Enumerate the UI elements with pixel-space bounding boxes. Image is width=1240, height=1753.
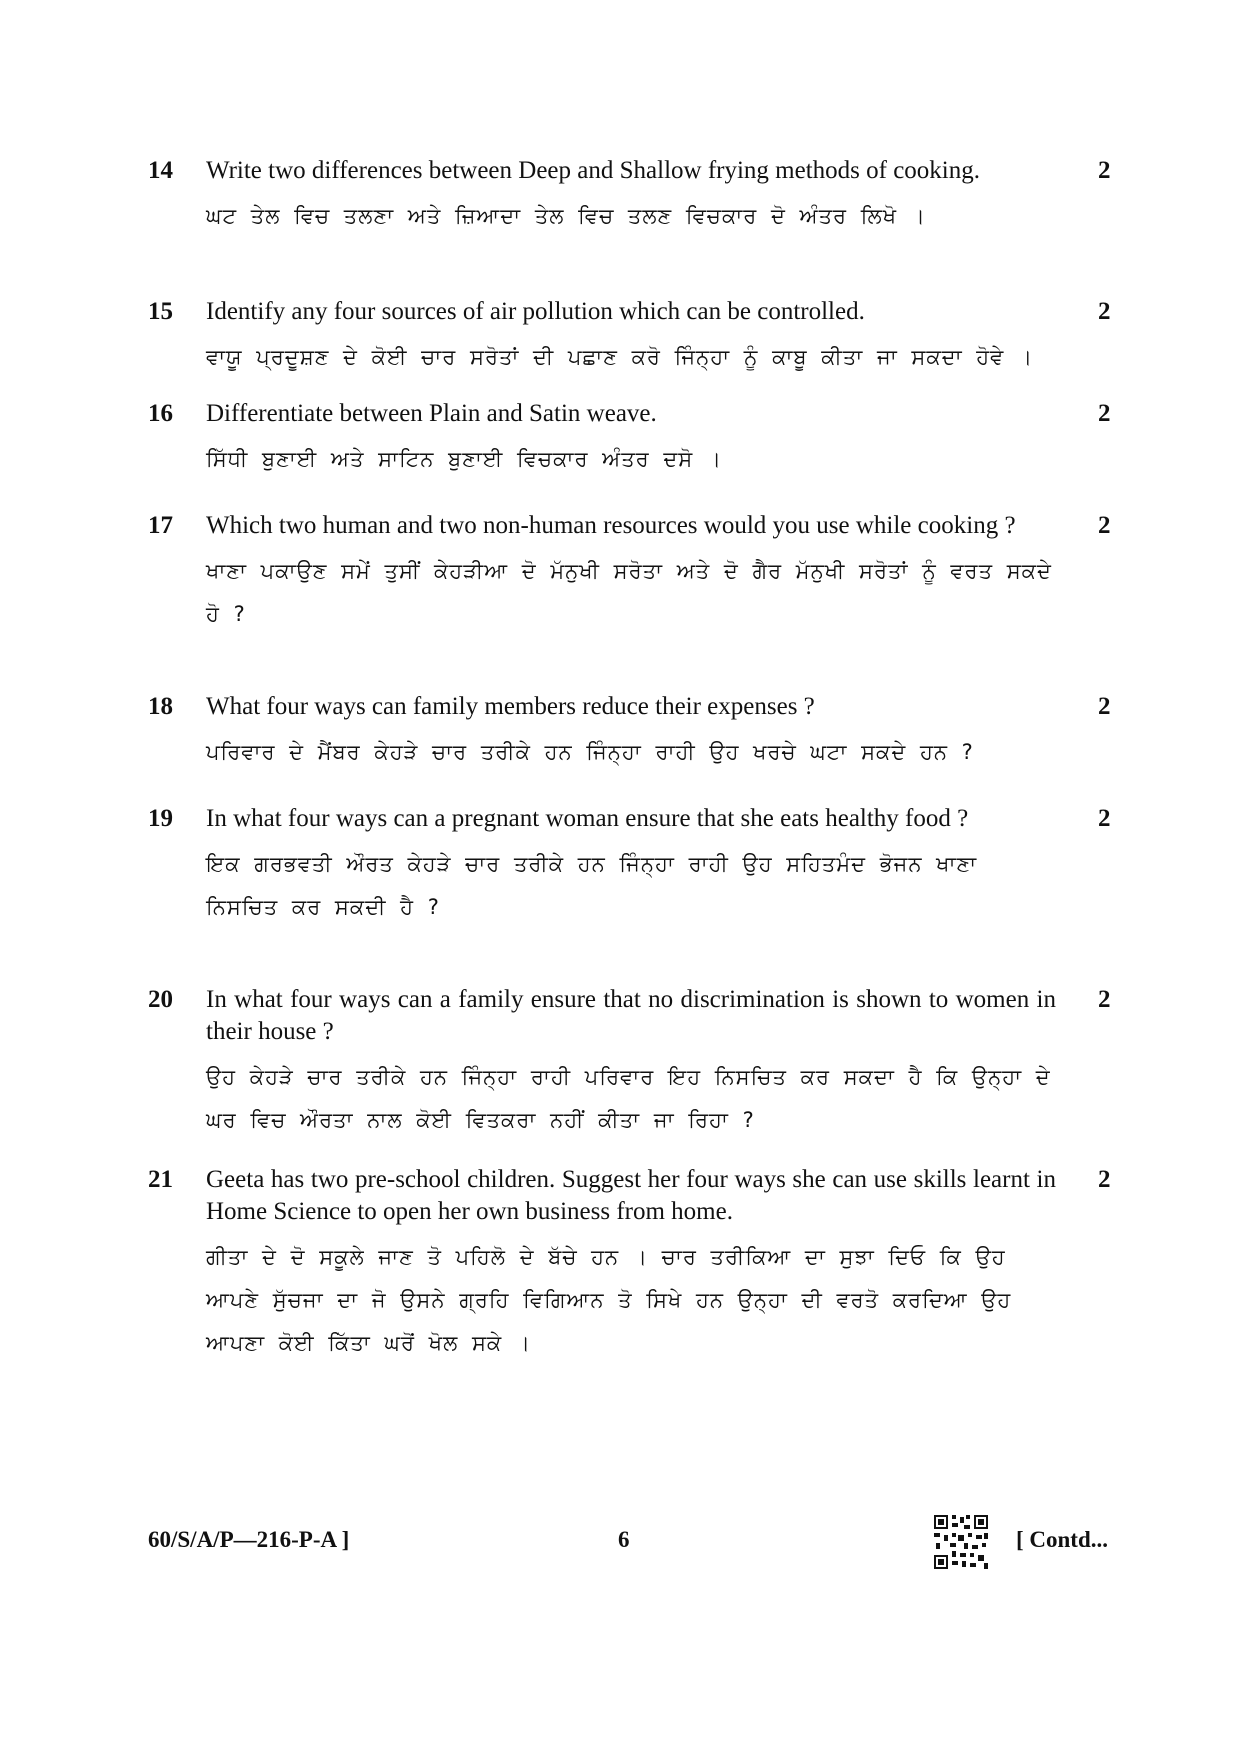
question-text-punjabi: ਇਕ ਗਰਭਵਤੀ ਔਰਤ ਕੇਹੜੇ ਚਾਰ ਤਰੀਕੇ ਹਨ ਜਿੰਨ੍ਹਾ ਰਾਹੀ ਉਹ ਸਹਿਤਮੰਦ ਭੋਜਨ ਖਾਣਾ ਨਿਸਚਿਤ ਕਰ ਸਕਦੀ ਹੈ ? <box>206 852 978 919</box>
question-marks: 2 <box>1098 157 1111 184</box>
question-marks: 2 <box>1098 986 1111 1013</box>
question-marks: 2 <box>1098 805 1111 832</box>
question-text-english: Differentiate between Plain and Satin weave. <box>206 400 657 427</box>
question-text-punjabi: ਵਾਯੂ ਪ੍ਰਦੂਸ਼ਣ ਦੇ ਕੋਈ ਚਾਰ ਸਰੋਤਾਂ ਦੀ ਪਛਾਣ ਕਰੋ ਜਿੰਨ੍ਹਾ ਨੂੰ ਕਾਬੂ ਕੀਤਾ ਜਾ ਸਕਦਾ ਹੋਵੇ । <box>206 345 1034 369</box>
question-text-punjabi: ਉਹ ਕੇਹੜੇ ਚਾਰ ਤਰੀਕੇ ਹਨ ਜਿੰਨ੍ਹਾ ਰਾਹੀ ਪਰਿਵਾਰ ਇਹ ਨਿਸਚਿਤ ਕਰ ਸਕਦਾ ਹੈ ਕਿ ਉਨ੍ਹਾ ਦੇ ਘਰ ਵਿਚ ਔਰਤਾ ਨਾਲ ਕੋਈ ਵਿਤਕਰਾ ਨਹੀਂ ਕੀਤਾ ਜਾ ਰਿਹਾ ? <box>206 1065 1051 1132</box>
question-text-punjabi: ਸਿੱਧੀ ਬੁਣਾਈ ਅਤੇ ਸਾਟਿਨ ਬੁਣਾਈ ਵਿਚਕਾਰ ਅੰਤਰ ਦਸੋ । <box>206 447 723 471</box>
question-body <box>206 984 1056 1142</box>
question-number: 19 <box>148 805 173 832</box>
question-body <box>206 803 1056 929</box>
page-footer <box>148 1525 1128 1585</box>
question-text-english: In what four ways can a family ensure that no discrimination is shown to women in their house ? <box>206 986 1056 1045</box>
question-marks: 2 <box>1098 400 1111 427</box>
question-number: 20 <box>148 986 173 1013</box>
question-body <box>206 155 1056 238</box>
question-number: 15 <box>148 298 173 325</box>
question-text-punjabi: ਘਟ ਤੇਲ ਵਿਚ ਤਲਣਾ ਅਤੇ ਜ਼ਿਆਦਾ ਤੇਲ ਵਿਚ ਤਲਣ ਵਿਚਕਾਰ ਦੋ ਅੰਤਰ ਲਿਖੋ । <box>206 204 926 228</box>
question-number: 21 <box>148 1166 173 1193</box>
qr-code-icon <box>934 1515 988 1569</box>
continued-label: [ Contd... <box>1016 1527 1109 1552</box>
question-text-english: Geeta has two pre-school children. Suggest her four ways she can use skills learnt in Home Science to open her own business from home. <box>206 1166 1056 1225</box>
question-text-english: In what four ways can a pregnant woman ensure that she eats healthy food ? <box>206 805 969 832</box>
question-marks: 2 <box>1098 298 1111 325</box>
question-number: 16 <box>148 400 173 427</box>
question-text-punjabi: ਖਾਣਾ ਪਕਾਉਣ ਸਮੇਂ ਤੁਸੀਂ ਕੇਹੜੀਆ ਦੋ ਮੱਨੁਖੀ ਸਰੋਤਾ ਅਤੇ ਦੋ ਗੈਰ ਮੱਨੁਖੀ ਸਰੋਤਾਂ ਨੂੰ ਵਰਤ ਸਕਦੇ ਹੋ ? <box>206 559 1052 626</box>
question-text-english: Identify any four sources of air pollution which can be controlled. <box>206 298 865 325</box>
question-text-punjabi: ਗੀਤਾ ਦੇ ਦੋ ਸਕੂਲੇ ਜਾਣ ਤੋ ਪਹਿਲੋ ਦੇ ਬੱਚੇ ਹਨ । ਚਾਰ ਤਰੀਕਿਆ ਦਾ ਸੁਝਾ ਦਿਓ ਕਿ ਉਹ ਆਪਣੇ ਸੁੱਚਜਾ ਦਾ ਜੋ ਉਸਨੇ ਗ੍ਰਹਿ ਵਿਗਿਆਨ ਤੋ ਸਿਖੇ ਹਨ ਉਨ੍ਹਾ ਦੀ ਵਰਤੋ ਕਰਦਿਆ ਉਹ ਆਪਣਾ ਕੋਈ ਕਿੱਤਾ ਘਰੋਂ ਖੋਲ ਸਕੇ । <box>206 1245 1012 1355</box>
question-number: 14 <box>148 157 173 184</box>
question-text-english: Write two differences between Deep and Shallow frying methods of cooking. <box>206 157 980 184</box>
question-body <box>206 398 1056 481</box>
question-body <box>206 296 1056 379</box>
question-marks: 2 <box>1098 1166 1111 1193</box>
question-text-punjabi: ਪਰਿਵਾਰ ਦੇ ਮੈਂਬਰ ਕੇਹੜੇ ਚਾਰ ਤਰੀਕੇ ਹਨ ਜਿੰਨ੍ਹਾ ਰਾਹੀ ਉਹ ਖਰਚੇ ਘਟਾ ਸਕਦੇ ਹਨ ? <box>206 740 974 764</box>
question-body <box>206 1164 1056 1365</box>
question-text-english: Which two human and two non-human resources would you use while cooking ? <box>206 512 1016 539</box>
question-marks: 2 <box>1098 693 1111 720</box>
question-marks: 2 <box>1098 512 1111 539</box>
paper-code: 60/S/A/P—216-P-A ] <box>148 1527 350 1552</box>
question-body <box>206 510 1056 636</box>
page-number: 6 <box>618 1527 630 1552</box>
question-number: 18 <box>148 693 173 720</box>
question-body <box>206 691 1056 774</box>
question-number: 17 <box>148 512 173 539</box>
question-text-english: What four ways can family members reduce their expenses ? <box>206 693 815 720</box>
